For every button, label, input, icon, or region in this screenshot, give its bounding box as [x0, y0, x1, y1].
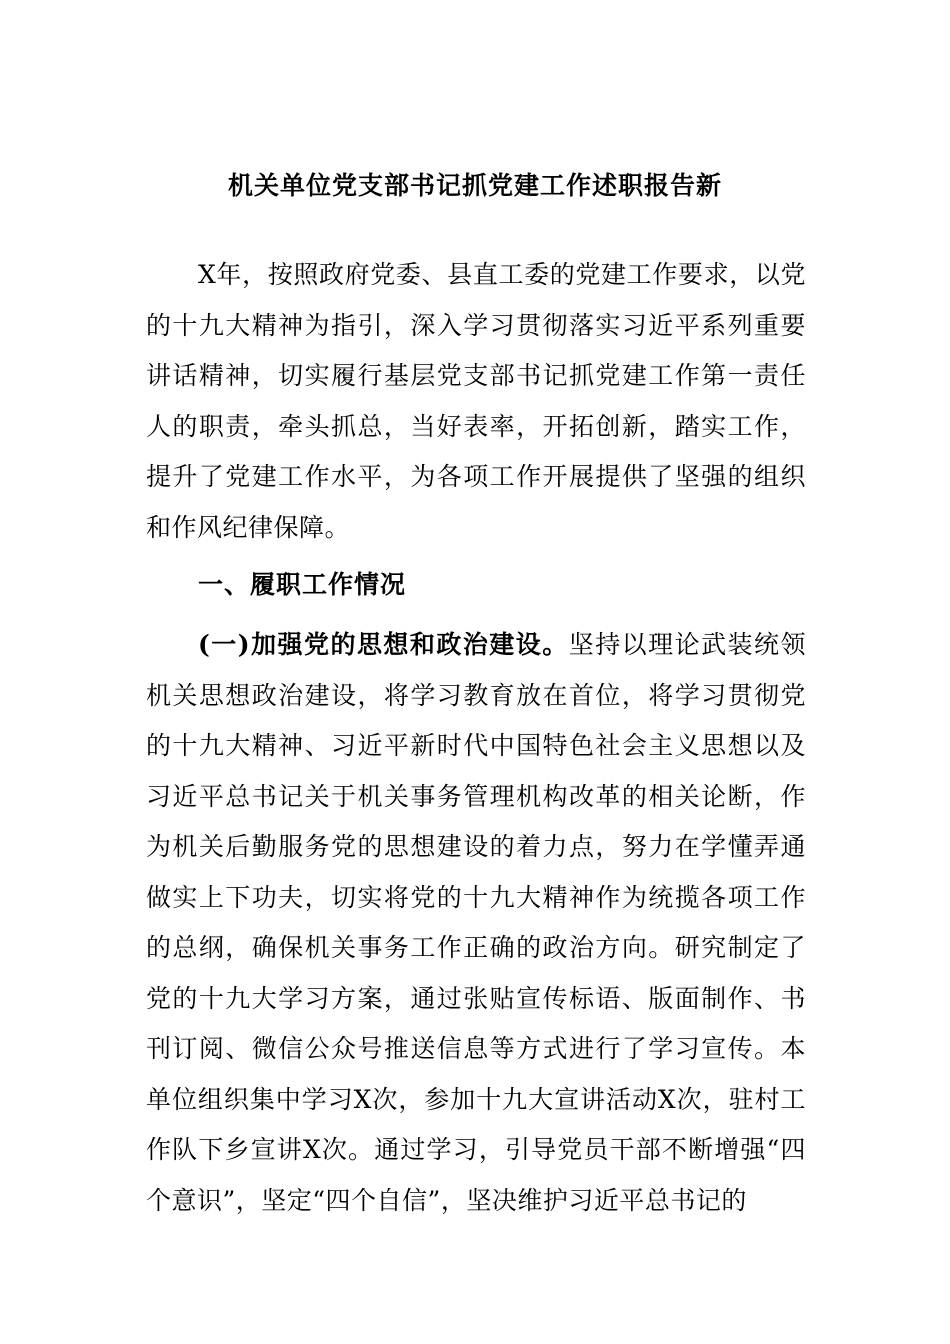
- document-title: 机关单位党支部书记抓党建工作述职报告新: [227, 171, 722, 200]
- section-heading: 一、履职工作情况: [198, 570, 407, 599]
- subsection-body: 坚持以理论武装统领机关思想政治建设，将学习教育放在首位，将学习贯彻党的十九大精神、习近平新时代中国特色社会主义思想以及习近平总书记关于机关事务管理机构改革的相关论断，作为机关后勤服务党的思想建设的着力点，努力在学懂弄通做实上下功夫，切实将党的十九大精神作为统揽各项工作的总纲，确保机关事务工作正确的政治方向。研究制定了党的十九大学习方案，通过张贴宣传标语、版面制作、书刊订阅、微信公众号推送信息等方式进行了学习宣传。本单位组织集中学习X次，参加十九大宣讲活动X次，驻村工作队下乡宣讲X次。通过学习，引导党员干部不断增强“四个意识”，坚定“四个自信”，坚决维护习近平总书记的: [146, 630, 806, 1215]
- intro-paragraph: X年，按照政府党委、县直工委的党建工作要求，以党的十九大精神为指引，深入学习贯彻落实习近平系列重要讲话精神，切实履行基层党支部书记抓党建工作第一责任人的职责，牵头抓总，当好表率，开拓创新，踏实工作，提升了党建工作水平，为各项工作开展提供了坚强的组织和作风纪律保障。: [146, 260, 806, 542]
- subsection-lead: (一)加强党的思想和政治建设。: [198, 630, 569, 659]
- subsection-paragraph: [146, 620, 806, 1226]
